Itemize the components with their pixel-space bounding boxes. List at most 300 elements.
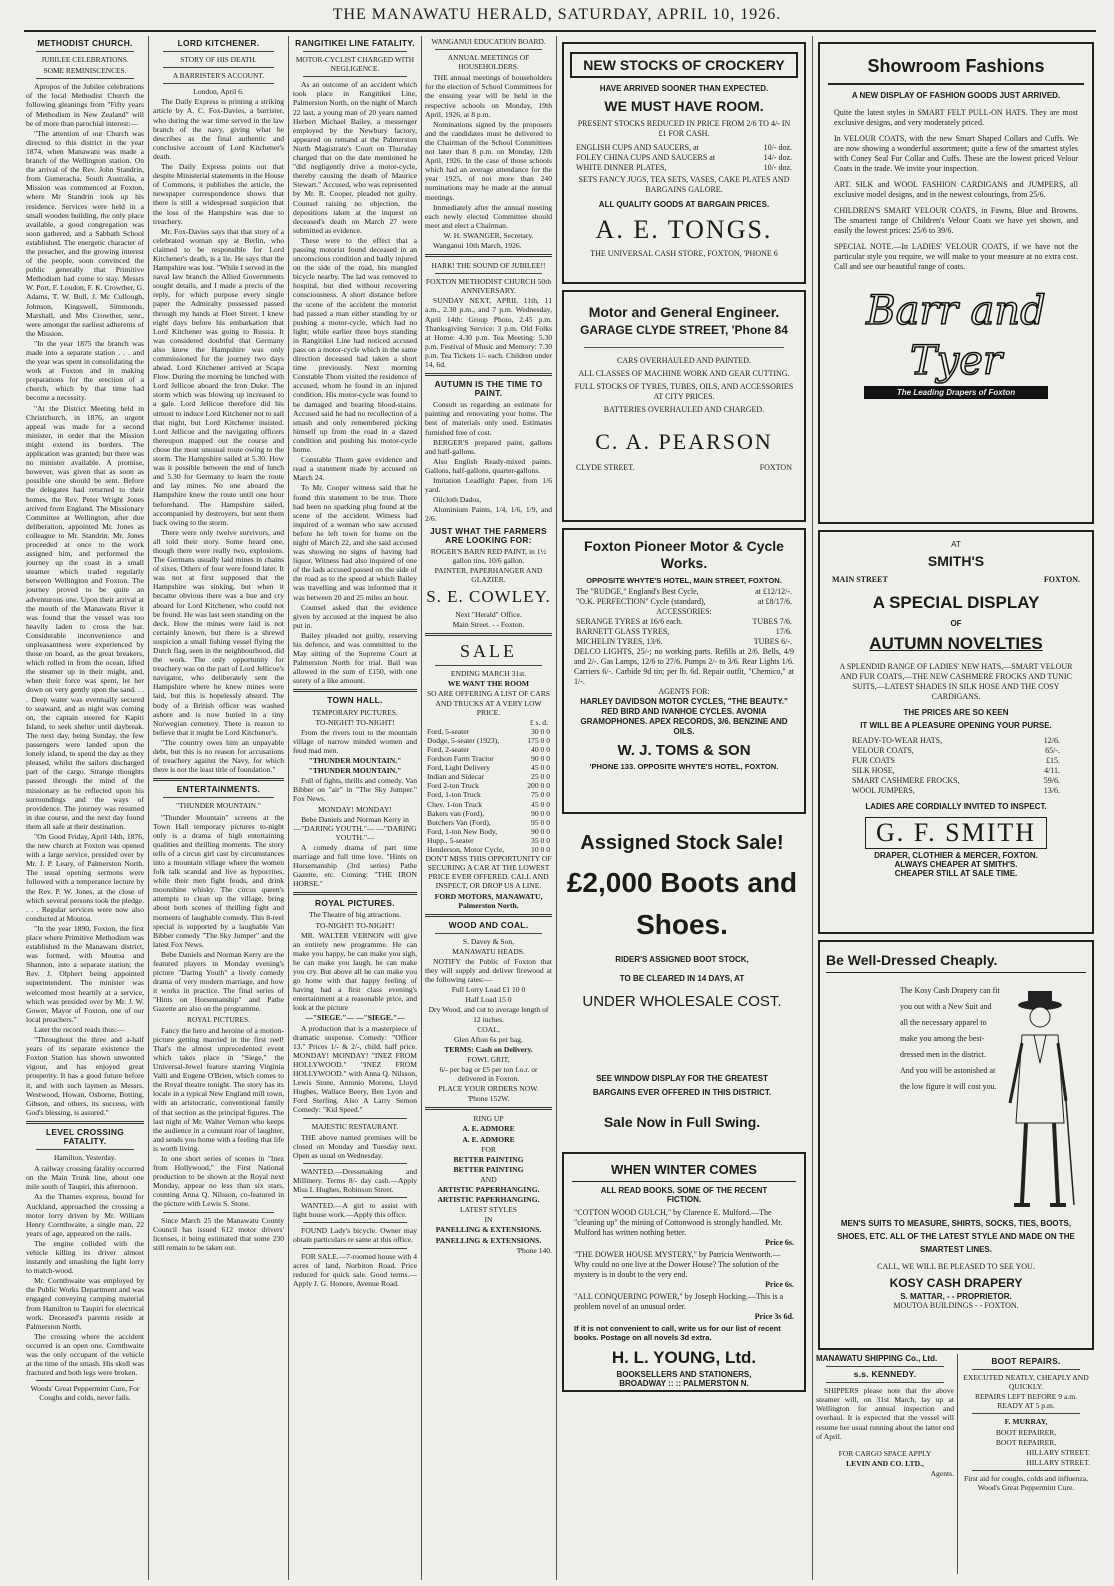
ad-line: Half Load 15 0 [465,995,512,1005]
ad-line: ACCESSORIES: [656,607,712,616]
item-price: 14/- doz. [763,153,792,162]
ad-line: FOXTON [759,463,792,472]
item-name: Bakers van (Ford), [427,808,485,818]
column-2 [153,36,284,1580]
ad-line: MAIN STREET [832,575,888,584]
item-name: Hupp., 5-seater [427,835,474,845]
ad-line: PLACE YOUR ORDERS NOW. [438,1084,539,1094]
price-row [425,836,552,845]
article-paragraph: The Daily Express is printing a striking article by A. C. Fox-Davies, a barrister, who during the war time served in the law branch of the navy, giving what he describes as the final authentic and conclusive account of Lord Kitchener's death. [153,97,284,161]
ad-line: PANELLING & EXTENSIONS. [435,1225,542,1235]
ad-line: OF [950,619,962,628]
ad-line: BETTER PAINTING [453,1154,524,1164]
ad-line: IN [484,1215,493,1225]
ad-line: A NEW DISPLAY OF FASHION GOODS JUST ARRIVED. [851,91,1061,100]
ad-farmers-title: JUST WHAT THE FARMERS ARE LOOKING FOR: [430,525,547,545]
ad-barr-tyer-showroom [818,42,1094,524]
ad-line: IT WILL BE A PLEASURE OPENING YOUR PURSE. [860,721,1052,730]
item-price: 90 0 0 [531,826,550,836]
advertiser-name: S. E. COWLEY. [426,587,551,607]
ad-line: 'Phone 140. [516,1245,552,1255]
ad-line: TO BE CLEARED IN 14 DAYS, AT [619,974,745,983]
notice-date: Wanganui 10th March, 1926. [433,240,522,250]
fashion-price-list [840,736,1072,796]
ad-line: RING UP [473,1114,504,1124]
item-price: 4/11. [1044,766,1060,775]
tyre-price-list [564,617,804,647]
ad-line: SETS FANCY JUGS, TEA SETS, VASES, CAKE PLATES AND BARGAINS GALORE. [578,175,790,194]
ad-boot-repairs [962,1354,1090,1574]
article-paragraph: The crossing where the accident occurred is an open one. Cornthwaite was the only occupant of the vehicle at the time of the smash. His skull was fractured and both legs were broken. [26,1331,144,1378]
item-price: 35 0 0 [531,835,550,845]
item-name: Fordson Farm Tractor [427,754,494,764]
ad-line: THE PRICES ARE SO KEEN [903,708,1009,717]
item-name: Indian and Sidecar [427,772,484,782]
book-price: Price 6s. [765,1280,794,1289]
ad-line: at £8/17/6. [757,597,792,606]
ad-line: CLYDE STREET. [576,463,635,472]
column-4 [425,36,552,1580]
advertiser-name: A. E. TONGS. [595,215,773,244]
ad-line: TO-NIGHT! TO-NIGHT! [315,920,395,930]
price-row [425,781,552,790]
article-paragraph: "Throughout the three and a-half years of its separate existence the Foxton Station has shown unwonted vigour, and has enjoyed great prosperity. It has a good future before it, and with such laymen as Messrs. Westwood, Howan, Osborne, Botting, Gibson, and others, its success, with God's blessing, is assured." [26,1035,144,1117]
ad-line: Main Street. - - Foxton. [452,620,525,630]
price-row [564,153,804,163]
item-price: 65/-. [1045,746,1060,755]
item-name: Butchers Van (Ford), [427,817,491,827]
article-paragraph: Mr. Fox-Davies says that that story of a celebrated woman spy at Berlin, who claimed to be responsible for Lord Kitchener's death, is a lie. He says that the Hampshire was lost. "While I served in the naval law branch the Allied Governments sought details, and I made a precis of the reply, for which purpose every single paper the Admiralty possessed passed through my hands at Fleet Street. I knew eight days before his embarkation that Lord Kitchener was going to Russia. It was considered doubtful that Germany also knew the Hampshire was only commissioned for the journey two days ahead. Lord Kitchener arrived at Scapa Flow. During the morning he lunched with Lord Jellicoe aboard the Iron Duke. The storm which was blowing up increased to a gale. Lord Jellicoe therefore did his utmost to induce Lord Kitchener not to sail that night, but Lord Kitchener insisted. Lord Jellicoe and the navigating officers thereupon mapped out the course and chose the most unusual route owing to the storm. The Hampshire sailed at 5.30. How was it possible between the end of lunch and 5.30 for Germany to learn the route and lay mines. No one aboard the Hampshire knew the route until one hour beforehand. The Hampshire sailed, accompanied by destroyers, but sent them back owing to the storm. [153,226,284,527]
article-paragraph: Apropos of the Jubilee celebrations of the local Methodist Church the following gleanings from "Fifty years of Methodism in New Zealand" will be of more than parochial interest:— [26,82,144,128]
item-name: FUR COATS [852,756,895,765]
ad-line: LADIES ARE CORDIALLY INVITED TO INSPECT. [865,802,1047,811]
article-paragraph: Later the record reads thus:— [34,1024,125,1034]
ad-line: Aluminium Paints, 1/4, 1/6, 1/9, and 2/6. [425,505,552,524]
advertiser-name: W. J. TOMS & SON [617,742,751,759]
classified-ad: FOR SALE.—7-roomed house with 4 acres of land, Norbiton Road. Price reduced for quick sale. Good terms.—Apply J. G. Honore, Avenue Road. [293,1251,417,1288]
item-price: 59/6. [1043,776,1060,785]
item-price: 75 0 0 [531,790,550,800]
ad-line: S. MATTAR, - - PROPRIETOR. [900,1292,1012,1301]
item-price: 40 0 0 [531,745,550,754]
classified-ad: WANTED.—A girl to assist with light house work.—Apply this office. [293,1201,417,1220]
item-name: Ford, 1-ton New Body, [427,826,498,836]
ad-line: The Theatre of big attractions. [308,910,401,920]
ad-line: FOXTON. [1043,575,1080,584]
article-paragraph: Counsel asked that the evidence given by accused at the inquest be also put in. [293,602,417,630]
ad-line: BOOT REPAIRER, [995,1437,1057,1447]
ad-wood-title: WOOD AND COAL. [448,919,529,930]
item-price: TUBES 7/6. [752,617,792,626]
headline-methodist: METHODIST CHURCH. [37,38,133,48]
headline-level-crossing: LEVEL CROSSING FATALITY. [45,1126,125,1146]
price-row [564,617,804,627]
ad-line: A comedy drama of part time marriage and full time love. "Hints on Horsemanship (3rd series) Pathe Gazette, etc. Coming: "THE IRON HORSE." [293,842,417,889]
subhead: STORY OF HIS DEATH. [180,55,257,65]
ad-line: TEMPORARY PICTURES. [312,707,398,717]
subhead: WANGANUI EDUCATION BOARD. [431,37,546,46]
ad-line: MONDAY! MONDAY! [318,804,392,814]
article-paragraph: As the Thames express, bound for Auckland, approached the crossing a motor lorry driven by Mr. William Henry Cornthwaite, a single man, 22 years of age, appeared on the rails. [26,1192,144,1238]
ad-kosy-cash-drapery [818,940,1094,1350]
advertiser-name: F. MURRAY, [1004,1417,1048,1427]
book-listing: "ALL CONQUERING POWER," by Joseph Hocking.—This is a problem novel of an unusual order. [574,1292,784,1311]
item-price: TUBES 6/-. [753,637,792,646]
price-row [425,827,552,836]
ad-line: HILLARY STREET. [1026,1447,1090,1457]
item-price: 13/6. [1043,786,1060,795]
article-paragraph: The Daily Express points out that despite Ministerial statements in the House of Commons, it publishes the article, the newspaper correspondence shows that there is still a widespread suspicion that the loss of the Hampshire was due to treachery. [153,162,284,226]
ad-line: Dry Wood, and cut to average length of 12 inches. [428,1005,549,1024]
ad-line: COAL, [477,1024,500,1034]
item-price: 30 0 0 [531,726,550,736]
price-row [425,763,552,772]
article-paragraph: In one short series of scenes in "Inez from Hollywood," the First National production to be shown at the Royal next Monday, appear no less than six stars, counting Anna Q. Nilsson, co-featured in the picture with Lewis S. Stone. [153,1153,284,1209]
masthead: THE MANAWATU HERALD, SATURDAY, APRIL 10, 1926. [332,6,782,23]
subhead: JUBILEE CELEBRATIONS. [41,55,129,65]
ad-line: PRESENT STOCKS REDUCED IN PRICE FROM 2/6 TO 4/- IN £1 FOR CASH. [577,119,791,138]
ad-title: Showroom Fashions [828,56,1084,85]
ad-line: WE MUST HAVE ROOM. [604,98,764,114]
gentleman-illustration [1000,983,1080,1213]
price-row [840,766,1072,776]
column-rule [421,36,422,1580]
cars-price-list [425,727,552,854]
ad-title: Be Well-Dressed Cheaply. [826,952,1086,973]
ad-line: THE UNIVERSAL CASH STORE, FOXTON, 'PHONE 6 [590,249,778,258]
ad-line: BETTER PAINTING [453,1164,524,1174]
ad-line: "THUNDER MOUNTAIN." [308,766,402,776]
article-paragraph: A railway crossing fatality occurred on the Main Trunk line, about one mile south of Taupiri, this afternoon. [26,1164,144,1192]
ad-paragraph: In VELOUR COATS, with the new Smart Shaped Collars and Cuffs. We are now showing a wonderful assortment; quite a few of the smartest styles with Coney Seal Fur Collar and Cuffs. These are the lowest priced Velour Coats in the trade. We invite your inspection. [834,134,1078,173]
book-listing: "THE DOWER HOUSE MYSTERY," by Patricia Wentworth.—Why could no one live at the Dower House? The solution of the mystery is in doubt to the very end. [574,1250,781,1279]
column-rule [556,36,557,1580]
ad-line: Agents. [930,1468,954,1478]
item-name: BARNETT GLASS TYRES, [576,627,670,636]
column-rule [957,1354,958,1574]
ad-paragraph: Quite the latest styles in SMART FELT PULL-ON HATS. They are most exclusive designs, and very moderately priced. [834,108,1078,127]
ad-line: REPAIRS LEFT BEFORE 9 a.m. READY AT 5 p.m. [974,1392,1078,1411]
ad-line: ENDING MARCH 31st. [450,669,527,679]
ad-line: BROADWAY :: :: PALMERSTON N. [619,1379,749,1388]
price-row [425,727,552,736]
article-paragraph: "On Good Friday, April 14th, 1876, the new church at Foxton was opened with a large service, presided over by Mr. J. P. Leary, of Palmerston North. The usual opening sermons were followed with a temperance lecture by the Rev. P. W. Jones, at the close of which several persons took the pledge. . . . Regular services were now also conducted at Moutoa. [26,831,144,923]
price-row [425,772,552,781]
price-row [425,745,552,754]
logo-script: Barr and Tyer [866,288,1046,384]
advertiser-name: SMITH'S [927,553,985,569]
item-price: £15. [1046,756,1060,765]
ad-line: If it is not convenient to call, write us for our list of recent books. Postage on all novels 3d extra. [574,1324,781,1342]
item-name: Henderson, Motor Cycle, [427,845,505,855]
ad-title: BOOT REPAIRS. [991,1356,1061,1366]
item-price: 17/6. [775,627,792,636]
ad-line: FORD MOTORS, MANAWATU, Palmerston North. [434,891,543,910]
ad-line: TERMS: Cash on Delivery. [444,1044,533,1054]
ad-shipping [816,1354,954,1574]
headline-kitchener: LORD KITCHENER. [177,38,260,48]
subhead: ROYAL PICTURES. [187,1014,250,1024]
ad-line: 'PHONE 133. OPPOSITE WHYTE'S HOTEL, FOXTON. [589,762,779,771]
filler-ad: Woods' Great Peppermint Cure, For Coughs and colds, never fails. [30,1384,140,1403]
ad-tongs-crockery [562,42,806,284]
item-name: READY-TO-WEAR HATS, [852,736,943,745]
ad-line: CALL, WE WILL BE PLEASED TO SEE YOU. [877,1262,1035,1271]
ad-line: Imitation Leadlight Paper, from 1/6 yard. [425,476,552,495]
ad-line: BOOKSELLERS AND STATIONERS, [616,1370,752,1379]
ad-line: GARAGE CLYDE STREET, 'Phone 84 [580,323,788,337]
subhead: ANNUAL MEETINGS OF HOUSEHOLDERS. [447,53,530,72]
ad-line: CHEAPER STILL AT SALE TIME. [894,869,1018,878]
ad-line: CARS OVERHAULED AND PAINTED. [617,356,751,365]
item-name: FOLEY CHINA CUPS AND SAUCERS at [576,153,716,162]
column-rule [812,36,813,1580]
ad-line: Oilcloth Dados, [433,495,482,505]
ad-line: WE WANT THE ROOM [447,679,530,689]
item-name: WHITE DINNER PLATES, [576,163,667,172]
ad-line: DRAPER, CLOTHIER & MERCER, FOXTON. [874,851,1038,860]
advertiser-name: C. A. PEARSON [595,429,773,454]
price-row [425,736,552,745]
ad-line: PAINTER, PAPERHANGER AND GLAZIER. [434,565,543,584]
item-name: Ford, 2-seater [427,745,470,754]
notice-paragraph: Immediately after the annual meeting each newly elected Committee should meet and elect a Chairman. [425,202,552,230]
ad-line: EXECUTED NEATLY, CHEAPLY AND QUICKLY. [963,1373,1089,1392]
ad-title: MANAWATU SHIPPING Co., Ltd. [816,1354,938,1363]
subhead: SOME REMINISCENCES. [43,66,127,76]
ad-line: A production that is a masterpiece of dramatic suspense. Comedy: "Officer 13." Prices 1/- & 2/-, child. half price. MONDAY! MONDAY! "INEZ FROM HOLLYWOOD." "INEZ FROM HOLLYWOOD." with Anna Q. Nilsson, Lewis Stone, Antonio Moreno, Lloyd Hughes, Wallace Beery, Ben Lyon and Ford Sterling. Also A Larry Semon Comedy: "Kid Speed." [293,1023,417,1115]
dateline: Hamilton, Yesterday. [54,1153,116,1163]
ad-smith-autumn-novelties [818,530,1094,934]
ad-line: Consult us regarding an estimate for painting and renovating your home. The best of materials only used. Estimates furnished free of cost. [425,400,552,437]
ad-line: A. E. ADMORE [462,1134,515,1144]
subhead: MOTOR-CYCLIST CHARGED WITH NEGLIGENCE. [295,55,415,74]
barr-tyer-logo [846,286,1066,397]
ad-line: AT [951,540,961,549]
ad-line: LATEST STYLES [459,1205,518,1215]
article-paragraph: Fancy the hero and heroine of a motion-picture getting married in the first reel! That's the almost unprecedented event which takes place in "Siege," the Universal-Jewel feature starring Virginia Valli and Eugene O'Brien, which comes to the Royal theatre tonight. The story has its locale in a typical New England mill town, with an aristocratic, conventional family of that section as the principal figures. The last night of Mr. Walter Vernon who keeps the audience in a constant roar of laughter, and sends you home with a feeling that life is worth living. [153,1025,284,1153]
ad-line: SUNDAY NEXT, APRIL 11th, 11 a.m., 2.30 p.m., and 7 p.m. Wednesday, April 14th: Group Photo, 2.45 p.m. Thanksgiving Service: 3 p.m. Old Folks at Home: 4.30 p.m. Tea Meeting: 5.30 p.m. Festival of Music and Memory: 7.30 p.m. Tea Tickets 1/- each. Children under 14, 6d. [425,296,552,369]
article-paragraph: "Thunder Mountain" screens at the Town Hall temporary pictures to-night only is a drama of high entertaining qualities and thrilling moments. The story tells of a circus girl cast by circumstances into a mountain village where the women folk talk scandal and live as hypocrites, while their men fight feuds, and drink moonshine whisky. The circus queen's attempts to clean up the village, bring about both scenes of thrilling fight and moments of laughable comedy. This 8-reel special is supported by a laughable Van Bibber comedy "The Sky Jumper" and the latest Fox News. [153,812,284,949]
ad-line: MOUTOA BUILDINGS - - FOXTON. [893,1301,1019,1310]
item-price: 45 0 0 [531,763,550,773]
price-header: £ s. d. [529,717,548,727]
ad-line: Next "Herald" Office. [455,610,522,620]
ad-line: DON'T MISS THIS OPPORTUNITY OF SECURING A CAR AT THE LOWEST PRICE EVER OFFERED. CALL AND INSPECT, OR DROP US A LINE. [425,854,552,891]
ad-royal-title: ROYAL PICTURES. [315,898,395,909]
ad-assigned-stock-sale [562,820,802,1070]
ad-paragraph: CHILDREN'S SMART VELOUR COATS, in Fawns, Blue and Browns. The smartest range of Children's Velour Coats we have yet shown, and easily the lowest prices: 25/6 to 39/6. [834,206,1078,235]
ad-line: UNDER WHOLESALE COST. [582,993,782,1010]
article-paragraph: "In the year 1875 the branch was made into a separate station . . . and the year was spent in consolidating the work at Foxton and in making preparations for the erection of a church, which by that time had become a necessity. [26,338,144,403]
item-price: 200 0 0 [527,781,550,791]
article-paragraph: Bebe Daniels and Norman Kerry are the featured players in Monday evening's picture "Daring Youth" a lively comedy drama of very modern marriage, and how it works in practice. The final series of "Hints on Horsemanship" and Pathe Gazette are also on the programme. [153,949,284,1014]
classified-ad: FOUND Lady's bicycle. Owner may obtain particulars re same at this office. [293,1226,417,1245]
ad-title: NEW STOCKS OF CROCKERY [570,52,798,78]
article-paragraph: "The country owes him an unpayable debt, but this is no reason for accusations of treachery against the Navy, for which there is not the least title of foundation." [153,737,284,775]
ad-paragraph: SPECIAL NOTE.—In LADIES' VELOUR COATS, if we have not the particular style you require, we will make to your measure at no extra cost. Call and see our beautiful range of coats. [834,242,1078,271]
ad-line: ALWAYS CHEAPER AT SMITH'S. [894,860,1018,869]
masthead-rule [24,30,1096,32]
price-row [425,845,552,854]
ad-line: BOOT REPAIRER, [995,1427,1057,1437]
item-price: 10 0 0 [531,845,550,855]
price-row [564,163,804,173]
item-name: ENGLISH CUPS AND SAUCERS, at [576,143,699,152]
item-name: Ford, 5-seater [427,726,470,736]
headline-entertainments: ENTERTAINMENTS. [176,784,261,795]
ad-line: ROGER'S BARN RED PAINT, in 1½ gallon tins, 10/6 gallon. [430,546,547,565]
ad-line: HARLEY DAVIDSON MOTOR CYCLES, "THE BEAUTY." RED BIRD AND IVANHOE CYCLES. AVONIA GRAMOPHONES. APEX RECORDS, 3/6. BENZINE AND OILS. [580,697,788,736]
notice-paragraph: Nominations signed by the proposers and the candidates must be delivered to the Chairman of the School Committees not later than 8 p.m. on Monday, 12th April, 1926. In the case of those schools which had an average attendance for the year 1925, of not more than 240 nominations may be made at the annual meetings. [425,119,552,202]
price-row [425,754,552,763]
item-price: 175 0 0 [527,735,550,745]
price-row [840,736,1072,746]
ad-line: "THUNDER MOUNTAIN." [308,756,402,766]
ad-line: BERGER'S prepared paint, gallons and half-gallons. [425,437,552,456]
subhead: MAJESTIC RESTAURANT. [311,1121,399,1131]
ad-line: From the rivers tout to the mountain village of narrow minded women and feud mad men. [293,727,417,755]
ad-title: AUTUMN NOVELTIES [869,634,1043,653]
item-name: MICHELIN TYRES, 13/6. [576,637,663,646]
ad-toms-cycle-works [562,528,806,814]
item-price: 10/- doz. [763,163,792,172]
ad-line: Full Lorry Load £1 10 0 [451,985,526,995]
article-paragraph: There were only twelve survivors, and all told their story. Some heard one, though there were really two, explosions. The Germans usually laid mines in chains of sixes. Others of four were found later. It was not at first supposed that the Hampshire was sinking, but when it became obvious there was a hue and cry aboard for Lord Kitchener, who could not be found. He was last seen standing on the deck. How the mines were laid is not certainly known, but there is a shrewd suspicion a small fishing vessel flying the Dutch flag, seen in the neighbourhood, did the work. The only opportunity for treachery was on the part of Lord Jellicoe's navigator, who deliberately sent the Hampshire where he knew mines were laid, but this is hopelessly absurd. The body of a British officer was washed ashore and is now buried in a tiny Norwegian cemetery. There is reason to believe that it might be Lord Kitchener's. [153,527,284,737]
article-paragraph: Mr. Cornthwaite was employed by the Public Works Department and was engaged conveying camping material from Hamilton to Taupiri for electrical work. Deceased's parents reside at Palmerston North. [26,1276,144,1331]
ad-line: Full of fights, thrills and comedy. Van Bibber on "air" in "The Sky Jumper." Fox News. [293,776,417,804]
ad-title: s.s. KENNEDY. [853,1369,917,1380]
item-name: Ford 2-ton Truck [427,781,479,791]
price-row [425,800,552,809]
ad-line: Bebe Daniels and Norman Kerry in —"DARING YOUTH."— —"DARING YOUTH."— [293,814,417,842]
price-row [840,756,1072,766]
item-price: 25 0 0 [531,772,550,782]
price-row [425,790,552,799]
book-price: Price 6s. [765,1238,794,1247]
item-name: Ford, Light Delivery [427,763,491,773]
article-paragraph: Since March 25 the Manawatu County Council has issued 612 motor drivers' licenses, it being estimated that some 230 still remain to be taken out. [153,1215,284,1252]
classified-ad: WANTED.—Dressmaking and Millinery. Terms 8/- day cash.—Apply Miss I. Hughes, Robinson Street. [293,1166,417,1195]
ad-line: The "RUDGE," England's Best Cycle, [576,587,699,596]
book-price: Price 3s 6d. [754,1312,794,1321]
ad-title: Shoes. [636,909,728,940]
article-paragraph: These were to the effect that a passing motorist found deceased in an unconscious condition and badly injured on the side of the road, his mangled bicycle nearby. The lad was removed to hospital, but died without recovering consciousness. A short distance before the scene of the accident the motorist had passed a man either standing by or pushing a motor-cycle, which had no light; while earlier three boys standing in Rangitikei Line had noticed accused pass on a motor-cycle which in the same direction deceased had taken a short time previously. Next morning Constable Thom visited the residence of accused, whom he found in an injured condition. His motor-cycle was found to be damaged and bearing blood-stains. Accused said he had no recollection of a smash and only remembered picking himself up from the road in a dazed condition and pushing his motor-cycle home. [293,235,417,455]
item-price: 90 0 0 [531,808,550,818]
ad-line: DELCO LIGHTS, 25/-; no working parts. Refills at 2/6. Bells, 4/9 and 2/-. Gas Lamps, 12/6 to 27/6. Pumps 2/- to 3/6. Rear Lights 1/6. Carriers 6/-. Carbide 9d tin; per lb. 6d. Repair outfit, "Chemico," at 1/-. [574,647,794,686]
signature: W. H. SWANGER, Secretary. [443,230,534,240]
price-row [840,776,1072,786]
column-3 [293,36,417,1580]
item-price: 12/6. [1043,736,1060,745]
column-rule [288,36,289,1580]
ad-line: at £12/12/-. [755,587,792,596]
price-row [564,627,804,637]
article-paragraph: The engine collided with the vehicle killing its driver almost instantly and smashing the light lorry to match-wood. [26,1238,144,1276]
article-paragraph: "The attention of our Church was directed to this district in the year 1874, when Manawatu was made a branch of the Wellington station. On the arrival of the Rev. John Standrin, from Gumeracha, South Australia, a Mission was commenced at Foxton, where Mr Standrin took up his residence. Services were held in a small wooden building, the only place available, a good congregation was soon gathered, and a Sabbath School established. The energetic character of the preacher, and the growing interest of the people, soon convinced the public generally that Primitive Methodism had come to stay. Messrs W. Port, F. Loudon, F. K. Crowther, G. Adams, T. W. Bull, J. Mc Cullough, Johnson, Kingswell, Simmonds, Marshall, and Mrs Crowther, senr., were amongst the earliest adherents of the Mission. [26,128,144,338]
ad-line: SEE WINDOW DISPLAY FOR THE GREATEST BARGAINS EVER OFFERED IN THIS DISTRICT. [592,1074,772,1097]
ad-line: MR. WALTER VERNON will give an entirely new programme. He can make you happy, he can make you sigh, he can make you laugh, he can make you cry. But above all he can make you go home with that happy feeling of having had a first class evening's entertainment at a reasonable price, and look at the picture [293,930,417,1013]
item-name: Chev. 1-ton Truck [427,799,482,809]
ad-line: Also English Ready-mixed paints. Gallons, half-gallons, quarter-gallons. [425,456,552,475]
ad-line: NOTIFY the Public of Foxton that they will supply and deliver firewood at the following rates:— [425,956,552,985]
ad-line: Sale Now in Full Swing. [603,1114,761,1130]
ad-town-hall-title: TOWN HALL. [327,695,383,706]
ad-line: SO ARE OFFERING A LIST OF CARS AND TRUCKS AT A VERY LOW PRICE. [426,689,551,717]
ad-line: LEVIN AND CO. LTD., [846,1458,924,1468]
ad-young-booksellers [562,1152,806,1392]
ad-line: S. Davey & Son, [462,936,515,946]
ad-line: AND [480,1174,497,1184]
ad-line: PANELLING & EXTENSIONS. [435,1235,542,1245]
ad-line: Glen Afton 6s per bag. [454,1034,523,1044]
price-row [425,818,552,827]
article-paragraph: "At the District Meeting held in Christchurch, in 1876, an urgent appeal was made for a second minister, in order that the Mission might extend its borders. The application was granted; but there was no minister available. A promise, however, was given that as soon as possible one should be sent. Before the delegates had returned to their homes, the Rev. Peter Wright Jones arrived from England. The Missionary Committee at Wellington, after due deliberation, appointed Mr. Jones as colleague to Mr. Standrin. Mr. Jones proceeded at once to the work assigned him, and performed the journey up the coast in a small steamer which traded regularly between Wellington and Foxton. The journey proved to be quite an adventurous one. Upon their arrival at the mouth of the Manawatu River it was found that the vessel was too heavily laden to cross the bar. Considerable inconvenience and unpleasantness were experienced by those on board, as the great breakers, which rolled in from the ocean, lifted the steamer up in their might, and, when their force was spent, let her down on very gently upon the sand. . . . Deep water was eventually secured to seaward, and as night was coming on, the captain steered for Kapiti Island, to seek shelter until daybreak. The next day, being Sunday, the few passengers were landed upon the lonely island, to spend the day as they pleased, whilst the sailors discharged part of the cargo. Strange thoughts passed through the mind of the missionary as he reflected upon his surroundings and the ways of providence. The journey was resumed in due course, and the next day found them all safe at their destination. [26,403,144,831]
ad-line: FULL STOCKS OF TYRES, TUBES, OILS, AND ACCESSORIES AT CITY PRICES. [574,382,794,401]
ad-title: WHEN WINTER COMES [572,1162,796,1182]
price-row [564,143,804,153]
ad-line: ALL QUALITY GOODS AT BARGAIN PRICES. [598,200,770,209]
item-name: Dodge, 5-seater (1923), [427,735,500,745]
item-name: Ford, 1-ton Truck [427,790,481,800]
ad-paragraph: ART. SILK and WOOL FASHION CARDIGANS and JUMPERS, all exclusive model designs, and in the newest colourings, from 25/6. [834,180,1078,199]
subhead: A BARRISTER'S ACCOUNT. [172,71,265,81]
advertiser-name: G. F. SMITH [865,817,1047,849]
filler-ad: First aid for coughs, colds and influenza, Wood's Great Peppermint Cure. [963,1473,1088,1493]
classified-ad: THE above named premises will be closed on Monday and Tuesday next. Open as usual on Wednesday. [293,1132,417,1160]
ad-line: FOR CARGO SPACE APPLY [838,1448,932,1458]
ad-line: AGENTS FOR: [658,687,710,696]
advertiser-name: H. L. YOUNG, Ltd. [611,1348,757,1367]
sale-title: SALE [460,641,517,662]
ad-title: Motor and General Engineer. [588,304,780,320]
ad-title: A SPECIAL DISPLAY [872,593,1040,612]
ad-line: ARTISTIC PAPERHANGING. [437,1195,540,1205]
article-paragraph: As an outcome of an accident which took place in Rangitikei Line, Palmerston North, on the night of March 22 last, a young man of 20 years named Herbert Michael Bailey, a messenger employed by the Newbury factory, appeared on remand at the Palmerston North Magistrate's Court on Thursday charged that on the date mentioned he "did negligently drive a motor-cycle, thereby causing the death of Maurice Stewart." Accused, who was represented by Mr. R. Cooper, pleaded not guilty. Counsel raising no objection, the depositions taken at the inquest on deceased's death on March 27 were submitted as evidence. [293,80,417,235]
article-paragraph: "In the year 1890, Foxton, the first place where Primitive Methodism was established in the Manawatu district, was formed, with Moutoa and Shannon, into a separate station; the Rev. J. Olphert being appointed superintendent. The minister was welcomed most heartily at a service, which was presided over by Mr. J. W. Gower, Mayor of Foxton, one of our local preachers." [26,923,144,1024]
ad-line: 'Phone 152W. [467,1094,510,1104]
column-1 [26,36,144,1580]
article-paragraph: Bailey pleaded not guilty, reserving his defence, and was committed to the May sitting of the Supreme Court at Palmerston North for trial. Bail was allowed in the sum of £150, with one surety of a like amount. [293,630,417,686]
ad-line: "O.K. PERFECTION" Cycle (standard), [576,597,706,606]
ad-title: Foxton Pioneer Motor & Cycle Works. [584,538,784,571]
item-name: SILK HOSE, [852,766,895,775]
ad-line: FOR [481,1144,496,1154]
ad-assigned-stock-sale-footer [562,1072,802,1148]
article-paragraph: To Mr. Cooper witness said that he found this statement to be true. There had been no sparking plug found at the scene of the accident. Witness had inquired of a woman who saw accused before he left town for home on the night of March 22, and she said accused was showing no signs of having had liquor. Witness had also inquired of one of the lads accused passed on the side of the road as to the speed at which Bailey was travelling and was informed that it was between 20 and 25 miles an hour. [293,483,417,602]
price-row [425,809,552,818]
ad-line: MEN'S SUITS TO MEASURE, SHIRTS, SOCKS, TIES, BOOTS, SHOES, ETC. ALL OF THE LATEST STYLE AND MADE ON THE SMARTEST LINES. [837,1219,1075,1254]
advertiser-name: KOSY CASH DRAPERY [889,1276,1023,1290]
item-name: WOOL JUMPERS, [852,786,915,795]
ad-line: HAVE ARRIVED SOONER THAN EXPECTED. [599,84,769,93]
ad-line: —"SIEGE."— —"SIEGE."— [305,1013,405,1023]
ad-paint-title: AUTUMN IS THE TIME TO PAINT. [434,379,543,399]
ad-line: A SPLENDID RANGE OF LADIES' NEW HATS,—SMART VELOUR AND FUR COATS,—THE NEW CASHMERE FROCKS AND TUNIC SUITS,—LATEST SHADES IN SILK HOSE AND THE COSY CARDIGANS. [839,662,1073,701]
item-price: 90 0 0 [531,754,550,764]
ad-line: ARTISTIC PAPERHANGING. [437,1185,540,1195]
item-name: SMART CASHMERE FROCKS, [852,776,960,785]
ad-paragraph: SHIPPERS please note that the above steamer will, on 31st March, lay up at Wellington for annual inspection and overhaul. It is expected that the vessel will resume her usual running about the latter end of April. [816,1386,954,1441]
item-price: 45 0 0 [531,799,550,809]
price-row [564,637,804,647]
book-listing: "COTTON WOOD GULCH," by Clarence E. Mulford.—The "cleaning up" the mining of Cottonwood is strongly handled. Mr. Mulford has written nothing better. [574,1208,783,1237]
ad-line: TO-NIGHT! TO-NIGHT! [315,717,395,727]
subhead: "THUNDER MOUNTAIN." [176,801,261,811]
logo-tagline: The Leading Drapers of Foxton [864,386,1048,399]
ad-line: OPPOSITE WHYTE'S HOTEL, MAIN STREET, FOXTON. [586,576,782,585]
dateline: London, April 6. [193,87,244,97]
